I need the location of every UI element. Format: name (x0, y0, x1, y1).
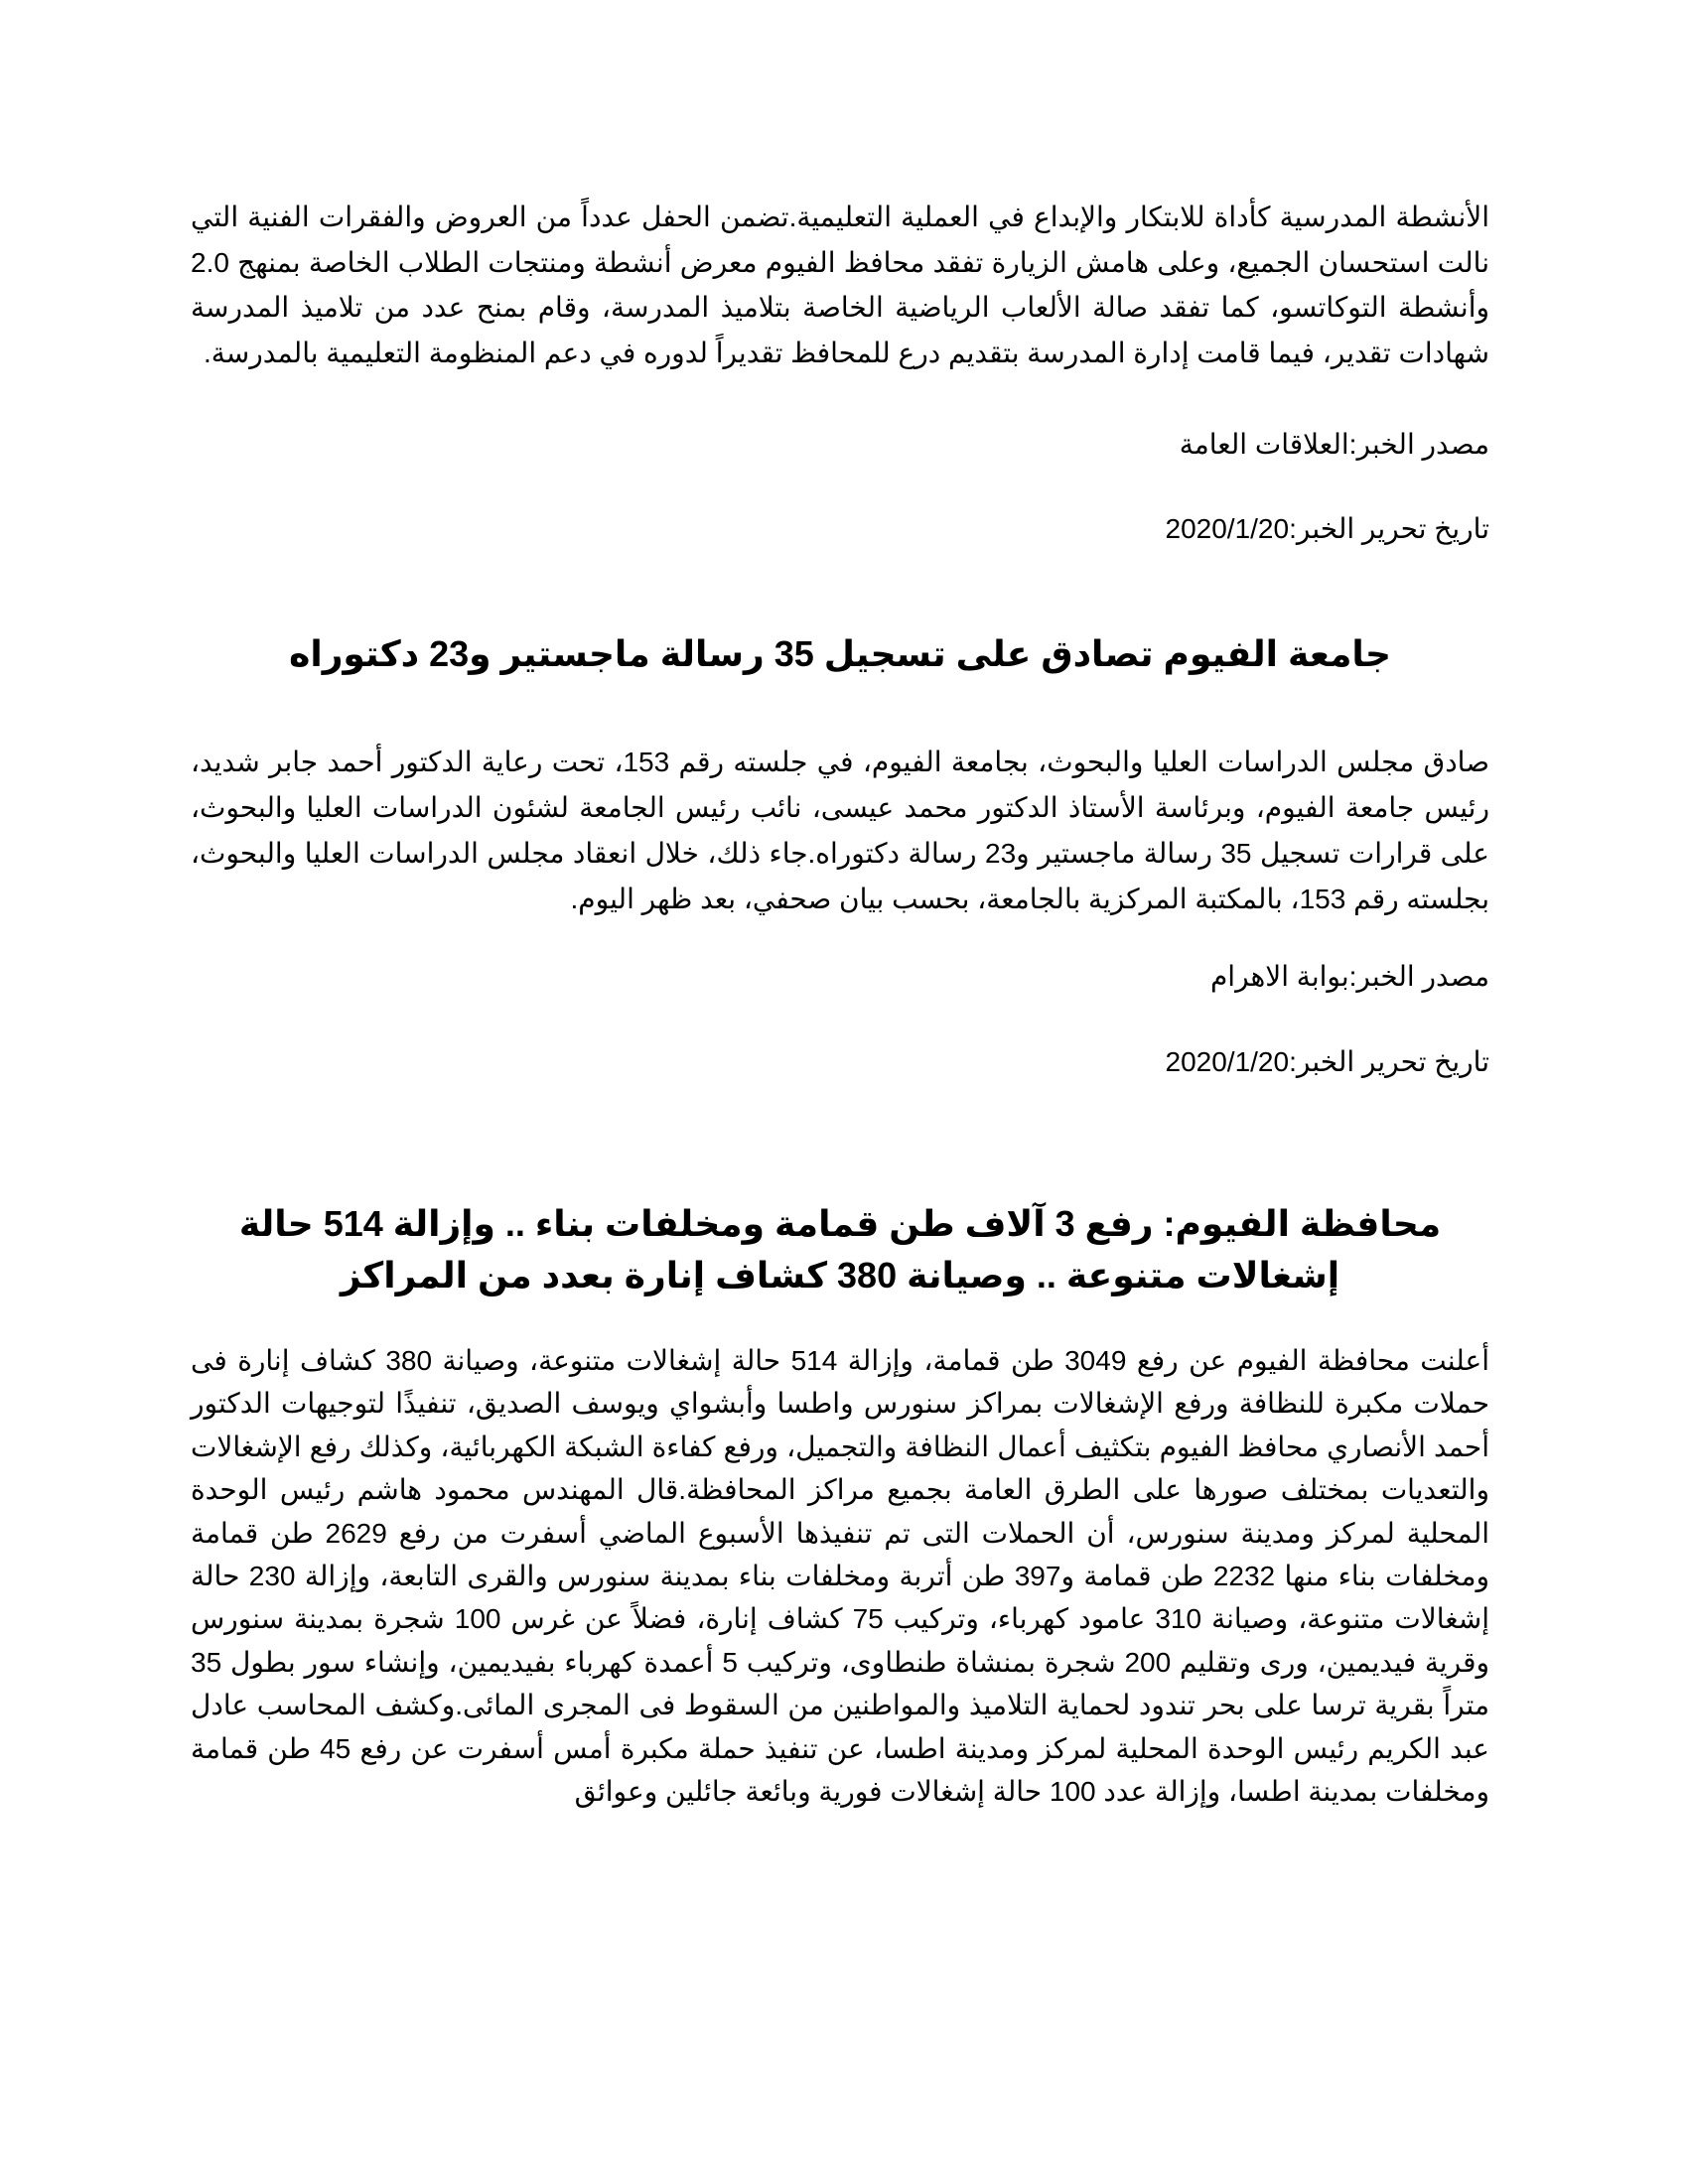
edit-date: تاريخ تحرير الخبر:2020/1/20 (1165, 1046, 1489, 1077)
article-body: أعلنت محافظة الفيوم عن رفع 3049 طن قمامة، وإزالة 514 حالة إشغالات متنوعة، وصيانة 380 كشاف إنارة فى حملات مكبرة للنظافة ورفع الإشغالات بمراكز سنورس واطسا وأبشواي ويوسف الصديق، تنفيذًا لتوجيهات الدكتور أحمد الأنصاري محافظ الفيوم بتكثيف أعمال النظافة والتجميل، ورفع كفاءة الشبكة الكهربائية، وكذلك رفع الإشغالات والتعديات بمختلف صورها على الطرق العامة بجميع مراكز المحافظة.قال المهندس محمود هاشم رئيس الوحدة المحلية لمركز ومدينة سنورس، أن الحملات التى تم تنفيذها الأسبوع الماضي أسفرت من رفع 2629 طن قمامة ومخلفات بناء منها 2232 طن قمامة و397 طن أتربة ومخلفات بناء بمدينة سنورس والقرى التابعة، وإزالة 230 حالة إشغالات متنوعة، وصيانة 310 عامود كهرباء، وتركيب 75 كشاف إنارة، فضلاً عن غرس 100 شجرة بمدينة سنورس وقرية فيديمين، ورى وتقليم 200 شجرة بمنشاة طنطاوى، وتركيب 5 أعمدة كهرباء بفيديمين، وإنشاء سور بطول 35 متراً بقرية ترسا على بحر تندود لحماية التلاميذ والمواطنين من السقوط فى المجرى المائى.وكشف المحاسب عادل عبد الكريم رئيس الوحدة المحلية لمركز ومدينة اطسا، عن تنفيذ حملة مكبرة أمس أسفرت عن رفع 45 طن قمامة ومخلفات بمدينة اطسا، وإزالة عدد 100 حالة إشغالات فورية وبائعة جائلين وعوائق (191, 1345, 1490, 1808)
edit-date: تاريخ تحرير الخبر:2020/1/20 (1165, 513, 1489, 544)
article-body: صادق مجلس الدراسات العليا والبحوث، بجامعة الفيوم، في جلسته رقم 153، تحت رعاية الدكتور أحمد جابر شديد، رئيس جامعة الفيوم، وبرئاسة الأستاذ الدكتور محمد عيسى، نائب رئيس الجامعة لشئون الدراسات العليا والبحوث، على قرارات تسجيل 35 رسالة ماجستير و23 رسالة دكتوراه.جاء ذلك، خلال انعقاد مجلس الدراسات العليا والبحوث، بجلسته رقم 153، بالمكتبة المركزية بالجامعة، بحسب بيان صحفي، بعد ظهر اليوم. (191, 747, 1489, 914)
news-source: مصدر الخبر:العلاقات العامة (1179, 429, 1489, 460)
article-school-activities (191, 195, 1489, 549)
article-body: الأنشطة المدرسية كأداة للابتكار والإبداع في العملية التعليمية.تضمن الحفل عدداً من العروض والفقرات الفنية التي نالت استحسان الجميع، وعلى هامش الزيارة تفقد محافظ الفيوم معرض أنشطة ومنتجات الطلاب الخاصة بمنهج 2.0 وأنشطة التوكاتسو، كما تفقد صالة الألعاب الرياضية الخاصة بتلاميذ المدرسة، وقام بمنح عدد من تلاميذ المدرسة شهادات تقدير، فيما قامت إدارة المدرسة بتقديم درع للمحافظ تقديراً لدوره في دعم المنظومة التعليمية بالمدرسة. (191, 202, 1490, 368)
document-page (191, 195, 1489, 1813)
article-university-theses (191, 628, 1489, 1082)
article-governorate-cleanup (191, 1198, 1489, 1813)
article-title: محافظة الفيوم: رفع 3 آلاف طن قمامة ومخلفات بناء .. وإزالة 514 حالة إشغالات متنوعة .. وصيانة 380 كشاف إنارة بعدد من المراكز (238, 1203, 1442, 1296)
article-title: جامعة الفيوم تصادق على تسجيل 35 رسالة ماجستير و23 دكتوراه (289, 633, 1391, 674)
news-source: مصدر الخبر:بوابة الاهرام (1209, 961, 1489, 992)
